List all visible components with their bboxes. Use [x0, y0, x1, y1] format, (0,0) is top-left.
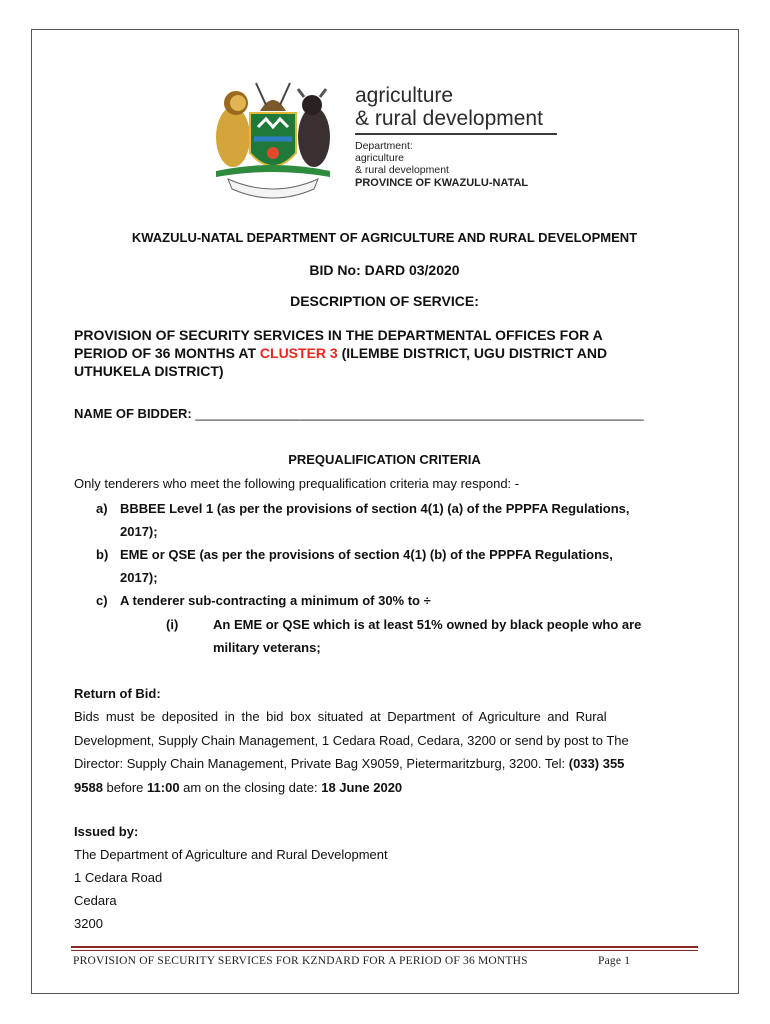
service-line1: PROVISION OF SECURITY SERVICES IN THE DEPARTMENTAL OFFICES FOR A	[74, 327, 603, 343]
return-bid-line4	[74, 776, 698, 800]
logo-text-block	[355, 84, 565, 189]
criterion-c-label: c)	[96, 593, 108, 608]
footer-title: PROVISION OF SECURITY SERVICES FOR KZNDARD FOR A PERIOD OF 36 MONTHS	[73, 955, 528, 967]
phone-part2: 9588	[74, 779, 103, 795]
logo-divider	[355, 133, 557, 135]
criterion-a-line1: BBBEE Level 1 (as per the provisions of section 4(1) (a) of the PPPFA Regulations,	[120, 501, 630, 516]
phone-part1: (033) 355	[568, 756, 625, 771]
issued-by-title: Issued by:	[74, 824, 139, 839]
criterion-b	[96, 543, 706, 589]
criterion-a-label: a)	[96, 501, 108, 516]
return-bid-closing-label: am on the closing date:	[179, 779, 322, 795]
logo-title-line2: & rural development	[355, 107, 543, 130]
service-description	[74, 326, 704, 380]
criterion-b-label: b)	[96, 547, 109, 562]
closing-date: 18 June 2020	[321, 779, 403, 795]
return-bid-title: Return of Bid:	[74, 686, 161, 701]
bidder-label: NAME OF BIDDER:	[74, 406, 196, 421]
logo-sub-line1: Department:	[355, 140, 413, 152]
prequal-intro: Only tenderers who meet the following prequalification criteria may respond: -	[74, 476, 520, 491]
description-label: DESCRIPTION OF SERVICE:	[290, 293, 479, 309]
coat-of-arms-logo	[208, 75, 338, 200]
footer-rule-thick	[71, 946, 698, 948]
return-bid-line3	[74, 752, 698, 776]
criterion-a	[96, 497, 706, 543]
return-bid-line1: Bids must be deposited in the bid box situated at Department of Agriculture and Rural	[74, 709, 607, 724]
service-line2	[74, 344, 704, 362]
closing-time: 11:00	[147, 779, 180, 795]
criterion-c-line1: A tenderer sub-contracting a minimum of 30% to ÷	[120, 593, 431, 608]
page-number: Page 1	[598, 955, 631, 967]
criterion-i-line2: military veterans;	[213, 640, 321, 655]
return-bid-text	[74, 705, 698, 799]
criterion-b-line2: 2017);	[120, 570, 158, 585]
logo-sub-line2: agriculture	[355, 152, 405, 164]
issued-line2: 1 Cedara Road	[74, 870, 163, 885]
service-line3: UTHUKELA DISTRICT)	[74, 363, 224, 379]
issued-line3: Cedara	[74, 893, 117, 908]
bidder-blank-line[interactable]: ______________________________________________________________	[195, 406, 644, 421]
logo-title-line1: agriculture	[355, 84, 454, 107]
criterion-c	[96, 589, 706, 612]
bidder-field	[74, 406, 704, 421]
service-line2-post: (ILEMBE DISTRICT, UGU DISTRICT AND	[337, 345, 608, 361]
service-line2-pre: PERIOD OF 36 MONTHS AT	[74, 345, 260, 361]
logo-sub-line3: & rural development	[355, 164, 449, 176]
return-bid-line2: Development, Supply Chain Management, 1 Cedara Road, Cedara, 3200 or send by post to The	[74, 732, 629, 748]
bid-number: BID No: DARD 03/2020	[309, 262, 460, 278]
criterion-b-line1: EME or QSE (as per the provisions of section 4(1) (b) of the PPPFA Regulations,	[120, 547, 613, 562]
cluster-highlight: CLUSTER 3	[259, 345, 338, 361]
department-heading: KWAZULU-NATAL DEPARTMENT OF AGRICULTURE AND RURAL DEVELOPMENT	[131, 230, 638, 245]
logo-province: PROVINCE OF KWAZULU-NATAL	[355, 177, 529, 189]
criterion-i	[213, 613, 703, 659]
prequal-title: PREQUALIFICATION CRITERIA	[288, 452, 481, 467]
criterion-a-line2: 2017);	[120, 524, 158, 539]
return-bid-before: before	[102, 779, 148, 795]
issued-by-address	[74, 843, 574, 935]
issued-line1: The Department of Agriculture and Rural Development	[74, 847, 388, 862]
criterion-i-label: (i)	[166, 617, 179, 632]
issued-line4: 3200	[74, 916, 103, 931]
footer-rule-thin	[71, 950, 698, 951]
criterion-i-line1: An EME or QSE which is at least 51% owned by black people who are	[213, 617, 642, 632]
return-bid-line3-pre: Director: Supply Chain Management, Private Bag X9059, Pietermaritzburg, 3200. Tel:	[74, 756, 569, 771]
